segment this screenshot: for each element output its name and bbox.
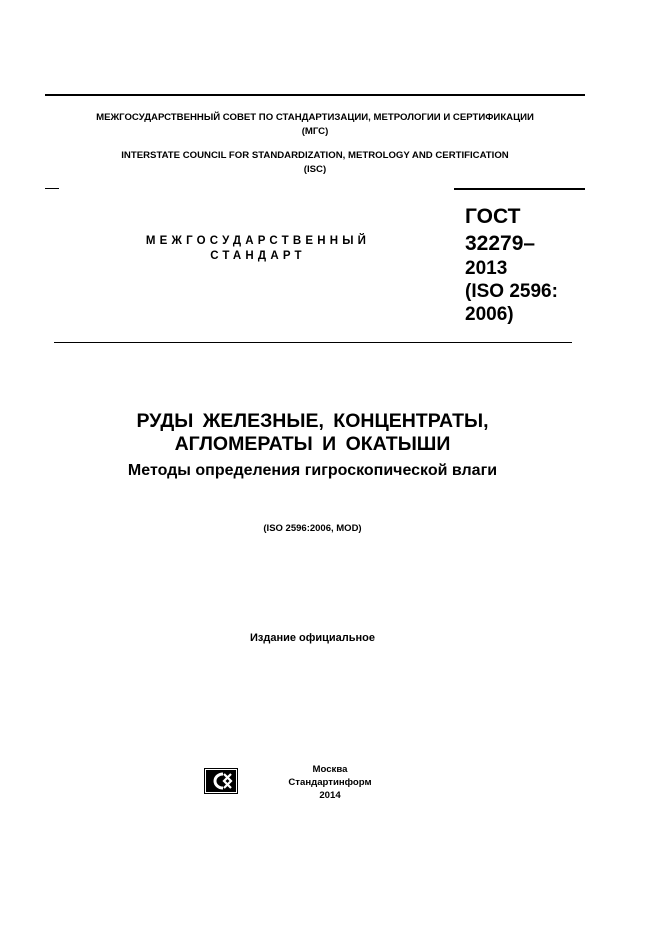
council-en-abbr: (ISC) [303,164,327,175]
gost-line4: (ISO 2596: [465,281,558,302]
edition-label: Издание официальное [249,632,376,644]
gost-line2: 32279– [465,232,536,255]
council-ru-abbr: (МГС) [301,126,329,137]
gost-line5: 2006) [465,304,514,325]
top-rule [45,94,585,96]
council-en-text: INTERSTATE COUNCIL FOR STANDARDIZATION, METROLOGY AND CERTIFICATION [121,150,509,161]
header-rule-left [45,188,59,189]
gost-line1: ГОСТ [465,205,521,228]
publisher-year: 2014 [319,790,341,801]
gost-designation [465,203,585,326]
publisher-block [260,763,400,802]
standard-label [118,234,398,264]
iso-reference: (ISO 2596:2006, MOD) [263,523,362,534]
standartinform-logo-icon [204,768,238,794]
gost-line3: 2013 [465,258,508,279]
council-ru-text: МЕЖГОСУДАРСТВЕННЫЙ СОВЕТ ПО СТАНДАРТИЗАЦИИ, МЕТРОЛОГИИ И СЕРТИФИКАЦИИ [96,112,534,123]
document-title [40,410,585,456]
council-ru [45,111,585,139]
publisher-name: Стандартинформ [288,777,372,788]
header-rule-right [454,188,585,190]
publisher-city: Москва [312,764,348,775]
designation-rule [54,342,572,343]
council-en [45,149,585,177]
standard-label-line2: СТАНДАРТ [210,250,306,262]
standard-label-line1: МЕЖГОСУДАРСТВЕННЫЙ [145,235,371,247]
title-line2: АГЛОМЕРАТЫ И ОКАТЫШИ [174,433,451,455]
document-subtitle: Методы определения гигроскопической влаги [127,462,498,479]
title-line1: РУДЫ ЖЕЛЕЗНЫЕ, КОНЦЕНТРАТЫ, [136,410,489,432]
